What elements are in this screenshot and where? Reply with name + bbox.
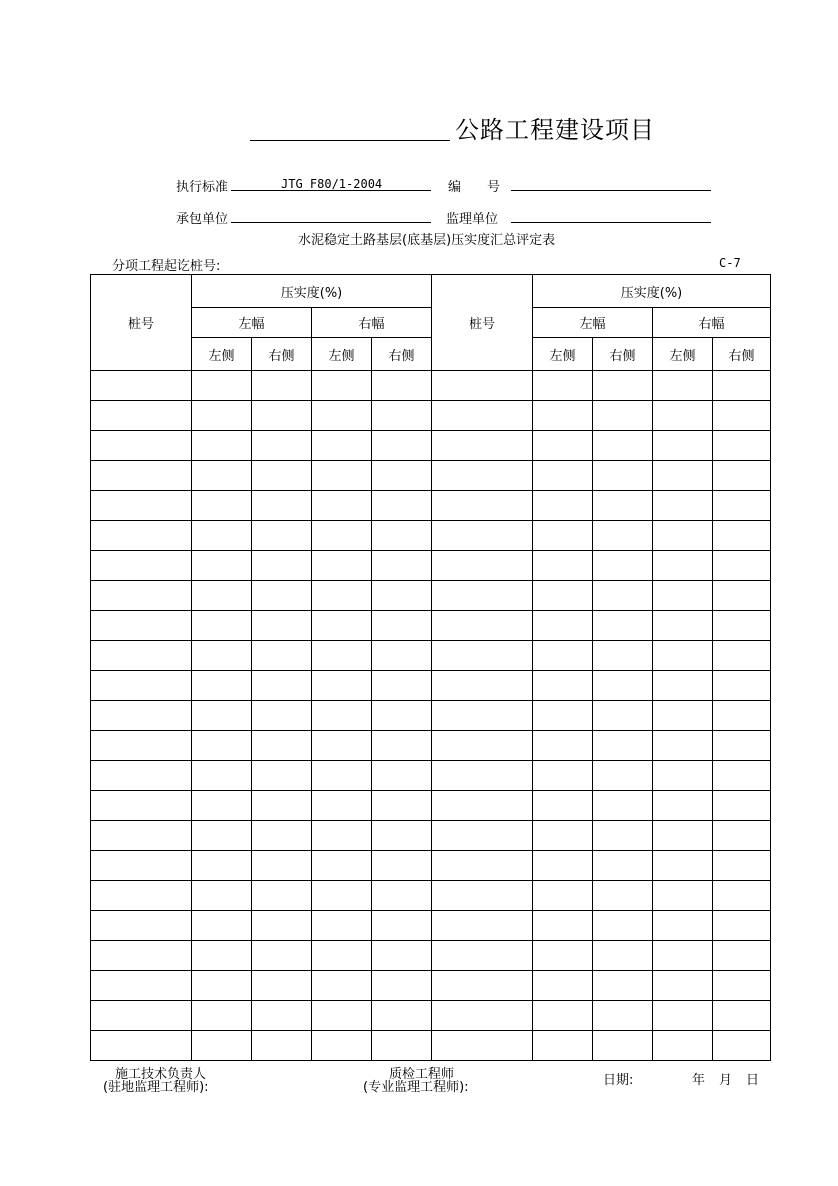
compaction-cell[interactable] — [192, 491, 252, 521]
compaction-cell[interactable] — [593, 401, 653, 431]
compaction-cell[interactable] — [653, 731, 713, 761]
table-row — [91, 581, 771, 611]
compaction-cell[interactable] — [312, 611, 372, 641]
compaction-cell[interactable] — [192, 971, 252, 1001]
compaction-cell[interactable] — [713, 701, 771, 731]
table-row — [91, 671, 771, 701]
compaction-cell[interactable] — [312, 491, 372, 521]
compaction-cell[interactable] — [312, 731, 372, 761]
pile-cell[interactable] — [432, 731, 533, 761]
pile-cell[interactable] — [432, 911, 533, 941]
compaction-cell[interactable] — [192, 1031, 252, 1061]
compaction-cell[interactable] — [653, 851, 713, 881]
compaction-cell[interactable] — [533, 671, 593, 701]
compaction-cell[interactable] — [312, 881, 372, 911]
compaction-header-left: 压实度(%) — [192, 275, 432, 308]
pile-cell[interactable] — [91, 911, 192, 941]
pile-header-left: 桩号 — [91, 275, 192, 371]
compaction-cell[interactable] — [533, 641, 593, 671]
compaction-cell[interactable] — [533, 911, 593, 941]
compaction-cell[interactable] — [713, 551, 771, 581]
compaction-cell[interactable] — [653, 461, 713, 491]
compaction-cell[interactable] — [653, 371, 713, 401]
compaction-cell[interactable] — [533, 431, 593, 461]
compaction-cell[interactable] — [653, 581, 713, 611]
compaction-cell[interactable] — [192, 941, 252, 971]
compaction-cell[interactable] — [312, 701, 372, 731]
compaction-cell[interactable] — [372, 671, 432, 701]
compaction-cell[interactable] — [372, 401, 432, 431]
pile-cell[interactable] — [432, 761, 533, 791]
page-title: 公路工程建设项目 — [455, 116, 655, 144]
project-name-underline[interactable] — [250, 140, 450, 141]
table-row — [91, 401, 771, 431]
left-half-header: 左幅 — [533, 308, 653, 338]
std-value[interactable]: JTG F80/1-2004 — [281, 177, 383, 191]
compaction-cell[interactable] — [593, 611, 653, 641]
table-row — [91, 821, 771, 851]
pile-cell[interactable] — [91, 731, 192, 761]
compaction-cell[interactable] — [312, 761, 372, 791]
compaction-cell[interactable] — [713, 581, 771, 611]
pile-cell[interactable] — [91, 431, 192, 461]
compaction-cell[interactable] — [593, 491, 653, 521]
compaction-cell[interactable] — [192, 431, 252, 461]
compaction-cell[interactable] — [372, 491, 432, 521]
right-side-header: 右侧 — [252, 338, 312, 371]
compaction-cell[interactable] — [312, 1001, 372, 1031]
compaction-cell[interactable] — [713, 911, 771, 941]
compaction-cell[interactable] — [192, 521, 252, 551]
table-row — [91, 1031, 771, 1061]
section-range-label: 分项工程起讫桩号: — [112, 259, 221, 274]
compaction-cell[interactable] — [713, 1001, 771, 1031]
compaction-cell[interactable] — [653, 821, 713, 851]
compaction-cell[interactable] — [533, 461, 593, 491]
table-row — [91, 371, 771, 401]
compaction-cell[interactable] — [713, 731, 771, 761]
compaction-cell[interactable] — [593, 1031, 653, 1061]
contractor-label: 承包单位 — [176, 212, 229, 227]
pile-cell[interactable] — [432, 671, 533, 701]
compaction-cell[interactable] — [713, 491, 771, 521]
compaction-cell[interactable] — [593, 731, 653, 761]
compaction-cell[interactable] — [713, 671, 771, 701]
compaction-cell[interactable] — [252, 641, 312, 671]
compaction-cell[interactable] — [372, 821, 432, 851]
pile-cell[interactable] — [432, 791, 533, 821]
compaction-cell[interactable] — [372, 371, 432, 401]
compaction-cell[interactable] — [713, 401, 771, 431]
compaction-cell[interactable] — [372, 971, 432, 1001]
compaction-cell[interactable] — [593, 911, 653, 941]
compaction-cell[interactable] — [593, 461, 653, 491]
compaction-cell[interactable] — [252, 431, 312, 461]
compaction-cell[interactable] — [192, 911, 252, 941]
compaction-cell[interactable] — [533, 1001, 593, 1031]
pile-cell[interactable] — [432, 701, 533, 731]
compaction-cell[interactable] — [533, 971, 593, 1001]
compaction-cell[interactable] — [713, 971, 771, 1001]
left-side-header: 左侧 — [312, 338, 372, 371]
compaction-cell[interactable] — [192, 461, 252, 491]
left-side-header: 左侧 — [533, 338, 593, 371]
compaction-cell[interactable] — [653, 701, 713, 731]
code-field[interactable] — [511, 190, 711, 191]
compaction-cell[interactable] — [593, 551, 653, 581]
compaction-cell[interactable] — [312, 941, 372, 971]
right-half-header: 右幅 — [312, 308, 432, 338]
compaction-cell[interactable] — [713, 851, 771, 881]
compaction-cell[interactable] — [372, 551, 432, 581]
compaction-cell[interactable] — [312, 911, 372, 941]
resident-supervisor-label: (驻地监理工程师): — [103, 1080, 209, 1095]
compaction-cell[interactable] — [192, 761, 252, 791]
compaction-cell[interactable] — [653, 611, 713, 641]
compaction-cell[interactable] — [372, 611, 432, 641]
compaction-cell[interactable] — [713, 941, 771, 971]
table-row — [91, 461, 771, 491]
pile-cell[interactable] — [91, 521, 192, 551]
compaction-cell[interactable] — [252, 821, 312, 851]
compaction-cell[interactable] — [713, 1031, 771, 1061]
compaction-cell[interactable] — [252, 761, 312, 791]
pile-cell[interactable] — [91, 851, 192, 881]
pile-cell[interactable] — [432, 551, 533, 581]
compaction-cell[interactable] — [192, 701, 252, 731]
compaction-cell[interactable] — [593, 641, 653, 671]
left-half-header: 左幅 — [192, 308, 312, 338]
compaction-cell[interactable] — [372, 461, 432, 491]
compaction-cell[interactable] — [252, 881, 312, 911]
compaction-cell[interactable] — [593, 431, 653, 461]
pile-cell[interactable] — [91, 371, 192, 401]
compaction-cell[interactable] — [653, 971, 713, 1001]
compaction-cell[interactable] — [372, 791, 432, 821]
compaction-cell[interactable] — [252, 521, 312, 551]
table-row — [91, 971, 771, 1001]
compaction-cell[interactable] — [653, 521, 713, 551]
compaction-cell[interactable] — [372, 1001, 432, 1031]
compaction-cell[interactable] — [312, 671, 372, 701]
pile-cell[interactable] — [91, 581, 192, 611]
compaction-cell[interactable] — [312, 851, 372, 881]
compaction-cell[interactable] — [713, 371, 771, 401]
table-row — [91, 611, 771, 641]
compaction-cell[interactable] — [252, 1001, 312, 1031]
compaction-cell[interactable] — [653, 671, 713, 701]
compaction-cell[interactable] — [653, 1001, 713, 1031]
table-row — [91, 731, 771, 761]
compaction-cell[interactable] — [533, 731, 593, 761]
compaction-cell[interactable] — [653, 761, 713, 791]
supervisor-label: 监理单位 — [446, 212, 499, 227]
compaction-cell[interactable] — [312, 641, 372, 671]
compaction-cell[interactable] — [312, 401, 372, 431]
right-side-header: 右侧 — [593, 338, 653, 371]
compaction-cell[interactable] — [372, 431, 432, 461]
compaction-cell[interactable] — [192, 611, 252, 641]
compaction-cell[interactable] — [372, 641, 432, 671]
compaction-cell[interactable] — [312, 1031, 372, 1061]
compaction-cell[interactable] — [312, 551, 372, 581]
form-code: C-7 — [719, 256, 741, 270]
compaction-cell[interactable] — [372, 851, 432, 881]
compaction-cell[interactable] — [533, 821, 593, 851]
compaction-cell[interactable] — [593, 971, 653, 1001]
date-day[interactable]: 日 — [746, 1073, 760, 1088]
pile-cell[interactable] — [432, 401, 533, 431]
compaction-cell[interactable] — [372, 581, 432, 611]
compaction-cell[interactable] — [533, 551, 593, 581]
pile-cell[interactable] — [432, 1031, 533, 1061]
pile-cell[interactable] — [91, 461, 192, 491]
compaction-cell[interactable] — [653, 881, 713, 911]
pile-cell[interactable] — [91, 641, 192, 671]
pile-cell[interactable] — [91, 701, 192, 731]
compaction-cell[interactable] — [533, 1031, 593, 1061]
pile-cell[interactable] — [432, 581, 533, 611]
contractor-field[interactable] — [231, 222, 431, 223]
compaction-cell[interactable] — [372, 701, 432, 731]
compaction-cell[interactable] — [252, 371, 312, 401]
table-row — [91, 911, 771, 941]
compaction-cell[interactable] — [252, 911, 312, 941]
pile-cell[interactable] — [91, 971, 192, 1001]
compaction-cell[interactable] — [252, 971, 312, 1001]
pile-cell[interactable] — [432, 851, 533, 881]
pile-cell[interactable] — [432, 641, 533, 671]
table-row — [91, 701, 771, 731]
pile-cell[interactable] — [432, 611, 533, 641]
code-label: 编 号 — [448, 180, 501, 195]
compaction-cell[interactable] — [252, 491, 312, 521]
pile-cell[interactable] — [91, 401, 192, 431]
compaction-cell[interactable] — [192, 671, 252, 701]
compaction-cell[interactable] — [593, 581, 653, 611]
compaction-cell[interactable] — [653, 1031, 713, 1061]
pile-cell[interactable] — [432, 431, 533, 461]
compaction-cell[interactable] — [533, 521, 593, 551]
pile-cell[interactable] — [432, 971, 533, 1001]
compaction-cell[interactable] — [252, 941, 312, 971]
compaction-cell[interactable] — [372, 761, 432, 791]
specialist-supervisor-label: (专业监理工程师): — [363, 1080, 469, 1095]
compaction-cell[interactable] — [533, 401, 593, 431]
compaction-cell[interactable] — [252, 701, 312, 731]
compaction-cell[interactable] — [252, 791, 312, 821]
std-label: 执行标准 — [176, 180, 229, 195]
compaction-cell[interactable] — [593, 671, 653, 701]
table-row — [91, 521, 771, 551]
compaction-cell[interactable] — [192, 1001, 252, 1031]
compaction-cell[interactable] — [593, 821, 653, 851]
compaction-cell[interactable] — [372, 731, 432, 761]
pile-cell[interactable] — [91, 791, 192, 821]
left-side-header: 左侧 — [653, 338, 713, 371]
left-side-header: 左侧 — [192, 338, 252, 371]
compaction-cell[interactable] — [312, 461, 372, 491]
compaction-cell[interactable] — [593, 1001, 653, 1031]
date-label: 日期: — [603, 1073, 634, 1088]
pile-cell[interactable] — [91, 821, 192, 851]
compaction-cell[interactable] — [593, 371, 653, 401]
compaction-cell[interactable] — [713, 521, 771, 551]
compaction-cell[interactable] — [593, 521, 653, 551]
compaction-cell[interactable] — [713, 611, 771, 641]
compaction-cell[interactable] — [252, 671, 312, 701]
pile-cell[interactable] — [432, 821, 533, 851]
tech-lead-label: 施工技术负责人 — [115, 1067, 207, 1082]
compaction-cell[interactable] — [653, 491, 713, 521]
table-row — [91, 851, 771, 881]
compaction-cell[interactable] — [372, 881, 432, 911]
table-row — [91, 791, 771, 821]
compaction-table — [90, 274, 771, 1061]
compaction-cell[interactable] — [713, 761, 771, 791]
compaction-cell[interactable] — [192, 881, 252, 911]
right-half-header: 右幅 — [653, 308, 771, 338]
compaction-cell[interactable] — [713, 461, 771, 491]
compaction-cell[interactable] — [372, 941, 432, 971]
compaction-cell[interactable] — [252, 731, 312, 761]
compaction-cell[interactable] — [533, 941, 593, 971]
table-row — [91, 1001, 771, 1031]
pile-cell[interactable] — [432, 461, 533, 491]
compaction-cell[interactable] — [653, 431, 713, 461]
compaction-cell[interactable] — [312, 821, 372, 851]
compaction-cell[interactable] — [593, 881, 653, 911]
table-row — [91, 761, 771, 791]
right-side-header: 右侧 — [713, 338, 771, 371]
pile-cell[interactable] — [91, 611, 192, 641]
pile-cell[interactable] — [432, 941, 533, 971]
table-row — [91, 551, 771, 581]
compaction-cell[interactable] — [192, 371, 252, 401]
compaction-cell[interactable] — [593, 851, 653, 881]
table-body — [91, 371, 771, 1061]
compaction-cell[interactable] — [653, 791, 713, 821]
table-row — [91, 431, 771, 461]
compaction-cell[interactable] — [192, 791, 252, 821]
pile-cell[interactable] — [432, 1001, 533, 1031]
compaction-cell[interactable] — [372, 1031, 432, 1061]
pile-cell[interactable] — [91, 1031, 192, 1061]
compaction-cell[interactable] — [533, 761, 593, 791]
compaction-cell[interactable] — [593, 791, 653, 821]
pile-cell[interactable] — [91, 1001, 192, 1031]
compaction-cell[interactable] — [312, 431, 372, 461]
pile-cell[interactable] — [432, 881, 533, 911]
compaction-cell[interactable] — [713, 431, 771, 461]
pile-cell[interactable] — [91, 941, 192, 971]
qc-engineer-label: 质检工程师 — [389, 1067, 455, 1082]
compaction-cell[interactable] — [593, 761, 653, 791]
compaction-cell[interactable] — [533, 491, 593, 521]
compaction-cell[interactable] — [653, 551, 713, 581]
compaction-cell[interactable] — [252, 551, 312, 581]
compaction-cell[interactable] — [312, 581, 372, 611]
compaction-cell[interactable] — [713, 881, 771, 911]
compaction-cell[interactable] — [533, 371, 593, 401]
compaction-cell[interactable] — [533, 881, 593, 911]
compaction-cell[interactable] — [192, 851, 252, 881]
table-row — [91, 641, 771, 671]
compaction-cell[interactable] — [252, 461, 312, 491]
compaction-cell[interactable] — [252, 401, 312, 431]
compaction-cell[interactable] — [252, 611, 312, 641]
compaction-cell[interactable] — [713, 791, 771, 821]
compaction-cell[interactable] — [533, 701, 593, 731]
compaction-cell[interactable] — [653, 911, 713, 941]
compaction-cell[interactable] — [312, 371, 372, 401]
date-year[interactable]: 年 — [692, 1073, 706, 1088]
table-row — [91, 881, 771, 911]
compaction-cell[interactable] — [252, 1031, 312, 1061]
compaction-cell[interactable] — [653, 941, 713, 971]
supervisor-field[interactable] — [511, 222, 711, 223]
pile-cell[interactable] — [432, 521, 533, 551]
compaction-cell[interactable] — [252, 581, 312, 611]
compaction-cell[interactable] — [192, 401, 252, 431]
table-row — [91, 491, 771, 521]
compaction-cell[interactable] — [372, 521, 432, 551]
pile-cell[interactable] — [432, 371, 533, 401]
compaction-cell[interactable] — [372, 911, 432, 941]
compaction-cell[interactable] — [593, 701, 653, 731]
pile-cell[interactable] — [432, 491, 533, 521]
right-side-header: 右侧 — [372, 338, 432, 371]
pile-cell[interactable] — [91, 551, 192, 581]
date-month[interactable]: 月 — [719, 1073, 733, 1088]
compaction-cell[interactable] — [192, 821, 252, 851]
compaction-cell[interactable] — [252, 851, 312, 881]
pile-cell[interactable] — [91, 491, 192, 521]
compaction-cell[interactable] — [192, 641, 252, 671]
form-subtitle: 水泥稳定土路基层(底基层)压实度汇总评定表 — [298, 233, 556, 248]
pile-cell[interactable] — [91, 671, 192, 701]
compaction-cell[interactable] — [192, 581, 252, 611]
compaction-cell[interactable] — [713, 641, 771, 671]
compaction-header-right: 压实度(%) — [533, 275, 771, 308]
compaction-cell[interactable] — [192, 731, 252, 761]
compaction-cell[interactable] — [533, 581, 593, 611]
compaction-cell[interactable] — [713, 821, 771, 851]
table-row — [91, 941, 771, 971]
compaction-cell[interactable] — [312, 971, 372, 1001]
pile-header-right: 桩号 — [432, 275, 533, 371]
compaction-cell[interactable] — [312, 521, 372, 551]
pile-cell[interactable] — [91, 761, 192, 791]
compaction-cell[interactable] — [192, 551, 252, 581]
compaction-cell[interactable] — [653, 641, 713, 671]
compaction-cell[interactable] — [533, 791, 593, 821]
compaction-cell[interactable] — [533, 851, 593, 881]
compaction-cell[interactable] — [312, 791, 372, 821]
compaction-cell[interactable] — [653, 401, 713, 431]
compaction-cell[interactable] — [593, 941, 653, 971]
compaction-cell[interactable] — [533, 611, 593, 641]
pile-cell[interactable] — [91, 881, 192, 911]
